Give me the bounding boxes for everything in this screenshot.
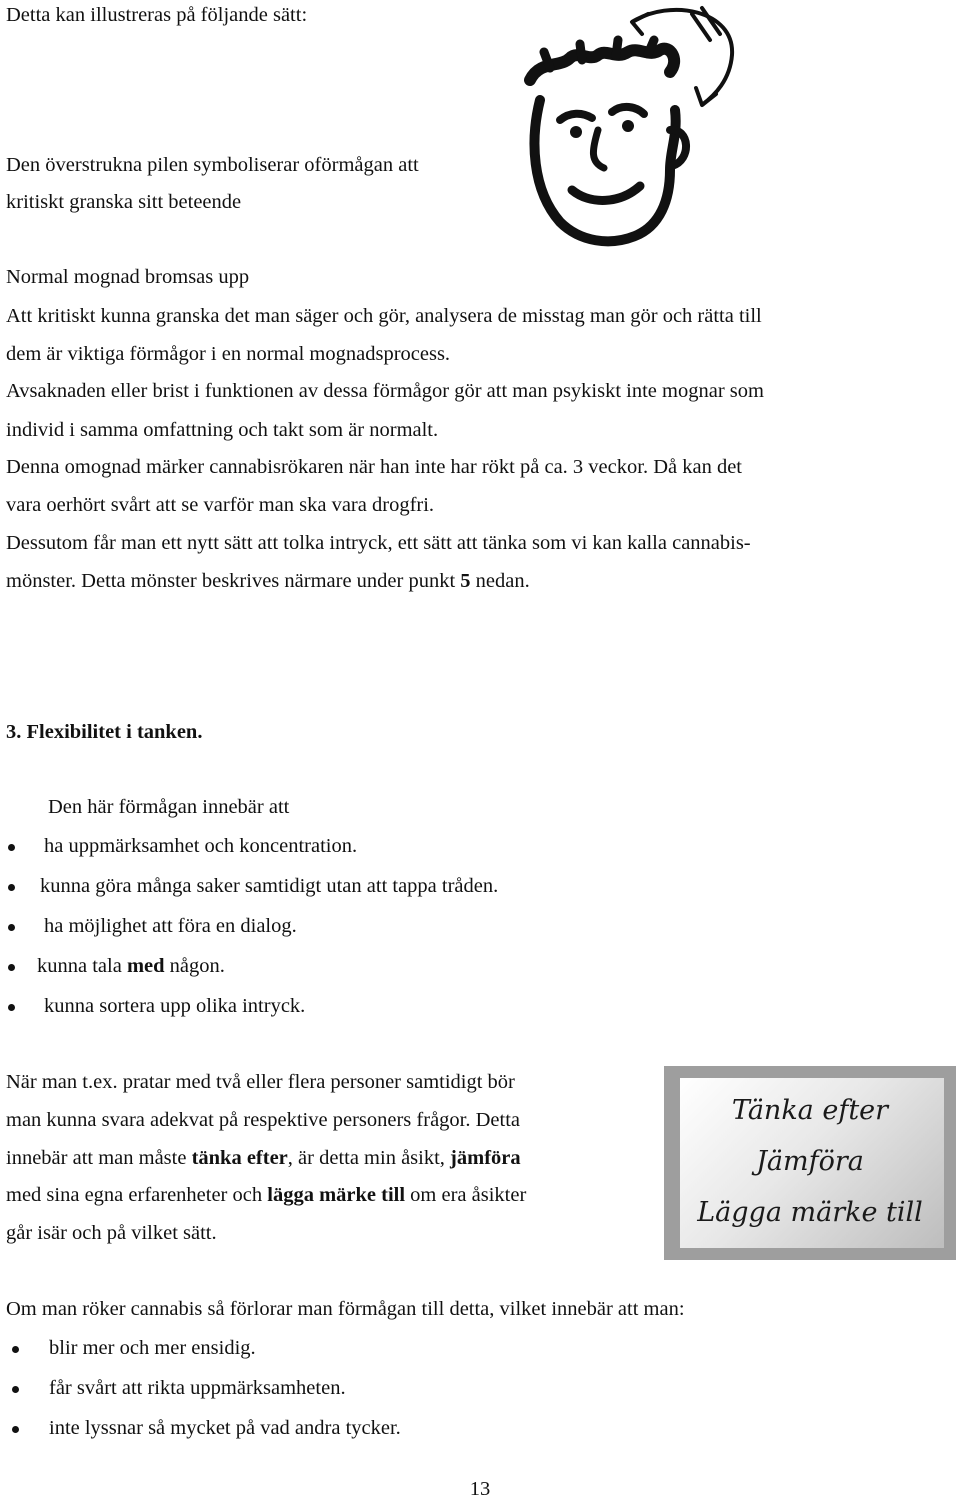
para1-line-8-bold: 5 [460, 570, 471, 592]
para2-bold-jamfora: jämföra [450, 1147, 521, 1169]
cannabis-item-3: inte lyssnar så mycket på vad andra tycker. [49, 1417, 401, 1439]
bullet-icon [8, 844, 15, 851]
bullet-icon [8, 884, 15, 891]
ability-item-5: kunna sortera upp olika intryck. [44, 995, 306, 1017]
para1-line-6: vara oerhört svårt att se varför man ska vara drogfri. [6, 494, 435, 516]
para1-line-8-end: nedan. [470, 570, 530, 592]
ability-item-4-bold: med [126, 955, 165, 977]
cannabis-item-2: får svårt att rikta uppmärksamheten. [49, 1377, 346, 1399]
bullet-icon [12, 1386, 19, 1393]
para2-line-4 [6, 1184, 526, 1207]
heading-normal-maturity: Normal mognad bromsas upp [6, 266, 250, 288]
bullet-icon [8, 924, 15, 931]
crossed-arrow-head-illustration [520, 0, 750, 250]
ability-item-4 [37, 955, 225, 978]
para1-line-1: Att kritiskt kunna granska det man säger och gör, analysera de misstag man gör och rätta till [6, 305, 762, 327]
box-word-tanka-efter: Tänka efter [731, 1095, 889, 1126]
box-word-lagga-marke-till: Lägga märke till [697, 1197, 923, 1228]
para2-line-3 [6, 1147, 521, 1170]
ability-item-4-text: kunna tala [37, 955, 127, 977]
ability-item-3: ha möjlighet att föra en dialog. [44, 915, 297, 937]
para2-line-2: man kunna svara adekvat på respektive personers frågor. Detta [6, 1109, 521, 1131]
ability-item-1: ha uppmärksamhet och koncentration. [44, 835, 358, 857]
para2-line-1: När man t.ex. pratar med två eller flera personer samtidigt bör [6, 1071, 515, 1093]
para2-line-3-text: innebär att man måste [6, 1147, 192, 1169]
ability-item-4-end: någon. [164, 955, 225, 977]
ability-item-2: kunna göra många saker samtidigt utan att tappa tråden. [40, 875, 499, 897]
section-heading: 3. Flexibilitet i tanken. [6, 721, 203, 743]
cannabis-item-1: blir mer och mer ensidig. [49, 1337, 256, 1359]
para2-line-5: går isär och på vilket sätt. [6, 1222, 217, 1244]
para1-line-4: individ i samma omfattning och takt som är normalt. [6, 419, 439, 441]
para1-line-8-text: mönster. Detta mönster beskrives närmare under punkt [6, 570, 461, 592]
bullet-icon [8, 1004, 15, 1011]
bullet-icon [12, 1426, 19, 1433]
para1-line-7: Dessutom får man ett nytt sätt att tolka intryck, ett sätt att tänka som vi kan kalla cannabis- [6, 532, 751, 554]
arrow-caption-line-2: kritiskt granska sitt beteende [6, 191, 242, 213]
para1-line-5: Denna omognad märker cannabisrökaren när han inte har rökt på ca. 3 veckor. Då kan det [6, 456, 742, 478]
arrow-caption-line-1: Den överstrukna pilen symboliserar oförmågan att [6, 154, 419, 176]
bullet-icon [12, 1346, 19, 1353]
para1-line-2: dem är viktiga förmågor i en normal mognadsprocess. [6, 343, 451, 365]
para2-line-4-text: med sina egna erfarenheter och [6, 1184, 268, 1206]
para2-line-4-end: om era åsikter [405, 1184, 527, 1206]
cannabis-intro: Om man röker cannabis så förlorar man förmågan till detta, vilket innebär att man: [6, 1298, 685, 1320]
para2-bold-tanka: tänka efter [191, 1147, 288, 1169]
box-word-jamfora: Jämföra [756, 1146, 864, 1177]
ability-intro: Den här förmågan innebär att [48, 796, 290, 818]
page-number: 13 [469, 1478, 491, 1500]
para1-line-3: Avsaknaden eller brist i funktionen av dessa förmågor gör att man psykiskt inte mognar som [6, 380, 764, 402]
para2-bold-lagga: lägga märke till [267, 1184, 406, 1206]
para2-line-3-mid: , är detta min åsikt, [287, 1147, 451, 1169]
para1-line-8 [6, 570, 530, 593]
intro-text: Detta kan illustreras på följande sätt: [6, 4, 308, 26]
bullet-icon [8, 964, 15, 971]
